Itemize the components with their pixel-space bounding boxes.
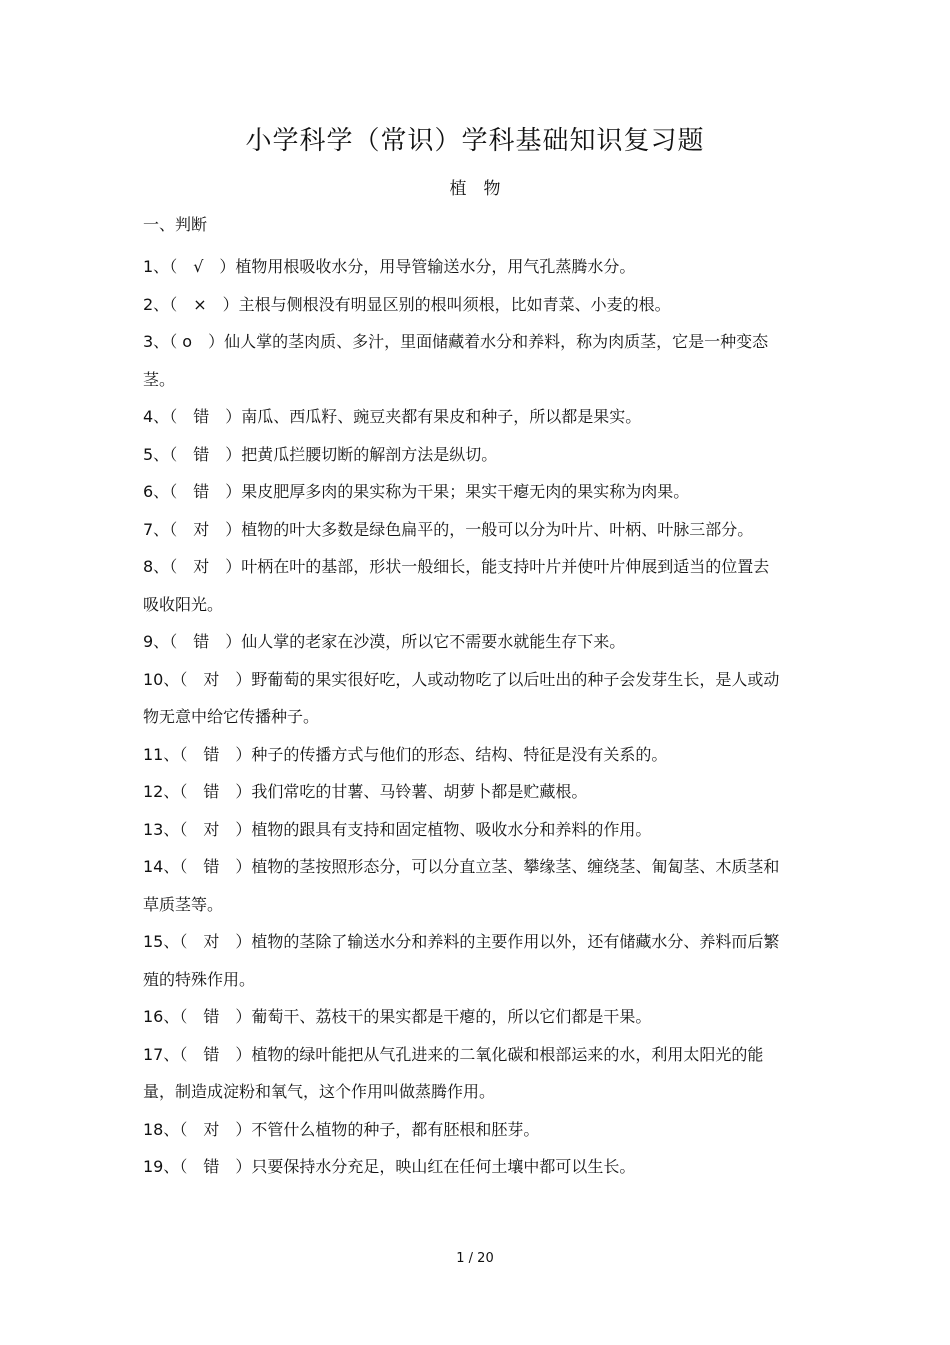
question-item [143,398,783,436]
answer-mark: （ 错 ） [169,632,242,651]
question-item [143,286,783,324]
question-number: 2、 [143,294,170,314]
question-text: 植物用根吸收水分，用导管输送水分，用气孔蒸腾水分。 [235,257,636,276]
question-text: 植物的绿叶能把从气孔进来的二氧化碳和根部运来的水，利用太阳光的能量，制造成淀粉和氧气，这个作用叫做蒸腾作用。 [143,1044,764,1101]
answer-mark: （ 对 ） [169,519,242,539]
question-number: 19、 [143,1157,180,1176]
question-item [143,1148,783,1186]
answer-mark: （ √ ） [169,257,236,276]
question-item [143,661,783,736]
question-text: 植物的茎按照形态分，可以分直立茎、攀缘茎、缠绕茎、匍匐茎、木质茎和草质茎等。 [143,857,780,914]
page-title: 小学科学（常识）学科基础知识复习题 [245,126,705,156]
question-item [143,1036,783,1111]
question-number: 16、 [143,1007,180,1026]
answer-mark: （ 对 ） [169,557,242,576]
page-number: 1 / 20 [456,1251,494,1266]
answer-mark: （ 错 ） [179,744,252,764]
question-text: 主根与侧根没有明显区别的根叫须根，比如青菜、小麦的根。 [238,294,671,314]
question-item [143,511,783,549]
question-text: 野葡萄的果实很好吃，人或动物吃了以后吐出的种子会发芽生长，是人或动物无意中给它传播种子。 [143,669,780,726]
question-text: 仙人掌的老家在沙漠，所以它不需要水就能生存下来。 [241,632,626,651]
answer-mark: （ 对 ） [179,932,252,951]
question-text: 仙人掌的茎肉质、多汁，里面储藏着水分和养料，称为肉质茎，它是一种变态茎。 [143,332,769,389]
question-text: 不管什么植物的种子，都有胚根和胚芽。 [251,1119,540,1139]
answer-mark: （ 错 ） [179,1044,252,1064]
question-text: 果皮肥厚多肉的果实称为干果；果实干瘪无肉的果实称为肉果。 [241,482,690,501]
answer-mark: （ 错 ） [169,407,242,426]
question-item [143,623,783,661]
question-item [143,248,783,286]
question-number: 8、 [143,557,170,576]
answer-mark: （ 错 ） [179,1157,252,1176]
question-number: 7、 [143,519,170,539]
section-subtitle: 植 物 [449,179,501,199]
question-number: 4、 [143,407,170,426]
question-item [143,473,783,511]
answer-mark: （ 错 ） [179,782,252,801]
answer-mark: （ 错 ） [179,1007,252,1026]
question-item [143,998,783,1036]
answer-mark: （ 错 ） [179,857,252,876]
question-number: 11、 [143,744,180,764]
question-item [143,548,783,623]
question-text: 葡萄干、荔枝干的果实都是干瘪的，所以它们都是干果。 [251,1007,652,1026]
question-number: 18、 [143,1119,180,1139]
question-text: 只要保持水分充足，映山红在任何土壤中都可以生长。 [251,1157,636,1176]
question-number: 9、 [143,632,170,651]
question-text: 种子的传播方式与他们的形态、结构、特征是没有关系的。 [251,744,668,764]
answer-mark: （ × ） [169,294,239,314]
question-text: 南瓜、西瓜籽、豌豆夹都有果皮和种子，所以都是果实。 [241,407,642,426]
question-number: 10、 [143,669,180,689]
section-heading: 一、判断 [143,215,208,234]
question-item [143,923,783,998]
question-number: 12、 [143,782,180,801]
answer-mark: （ 错 ） [169,444,242,464]
answer-mark: （ o ） [169,332,225,351]
question-text: 植物的茎除了输送水分和养料的主要作用以外，还有储藏水分、养料而后繁殖的特殊作用。 [143,932,780,989]
question-number: 5、 [143,444,170,464]
question-number: 3、 [143,332,170,351]
question-item [143,811,783,849]
answer-mark: （ 对 ） [179,669,252,689]
question-item [143,773,783,811]
question-item [143,323,783,398]
question-text: 植物的叶大多数是绿色扁平的，一般可以分为叶片、叶柄、叶脉三部分。 [241,519,754,539]
question-item [143,1111,783,1149]
question-item [143,436,783,474]
question-item [143,736,783,774]
question-number: 17、 [143,1044,180,1064]
question-list [143,248,783,1186]
question-item [143,848,783,923]
question-text: 叶柄在叶的基部，形状一般细长，能支持叶片并使叶片伸展到适当的位置去吸收阳光。 [143,557,770,614]
answer-mark: （ 对 ） [179,1119,252,1139]
question-text: 我们常吃的甘薯、马铃薯、胡萝卜都是贮藏根。 [251,782,588,801]
question-number: 13、 [143,819,180,839]
question-number: 6、 [143,482,170,501]
question-number: 1、 [143,257,170,276]
answer-mark: （ 对 ） [179,819,252,839]
question-number: 14、 [143,857,180,876]
answer-mark: （ 错 ） [169,482,242,501]
question-number: 15、 [143,932,180,951]
question-text: 把黄瓜拦腰切断的解剖方法是纵切。 [241,444,498,464]
question-text: 植物的跟具有支持和固定植物、吸收水分和养料的作用。 [251,819,652,839]
